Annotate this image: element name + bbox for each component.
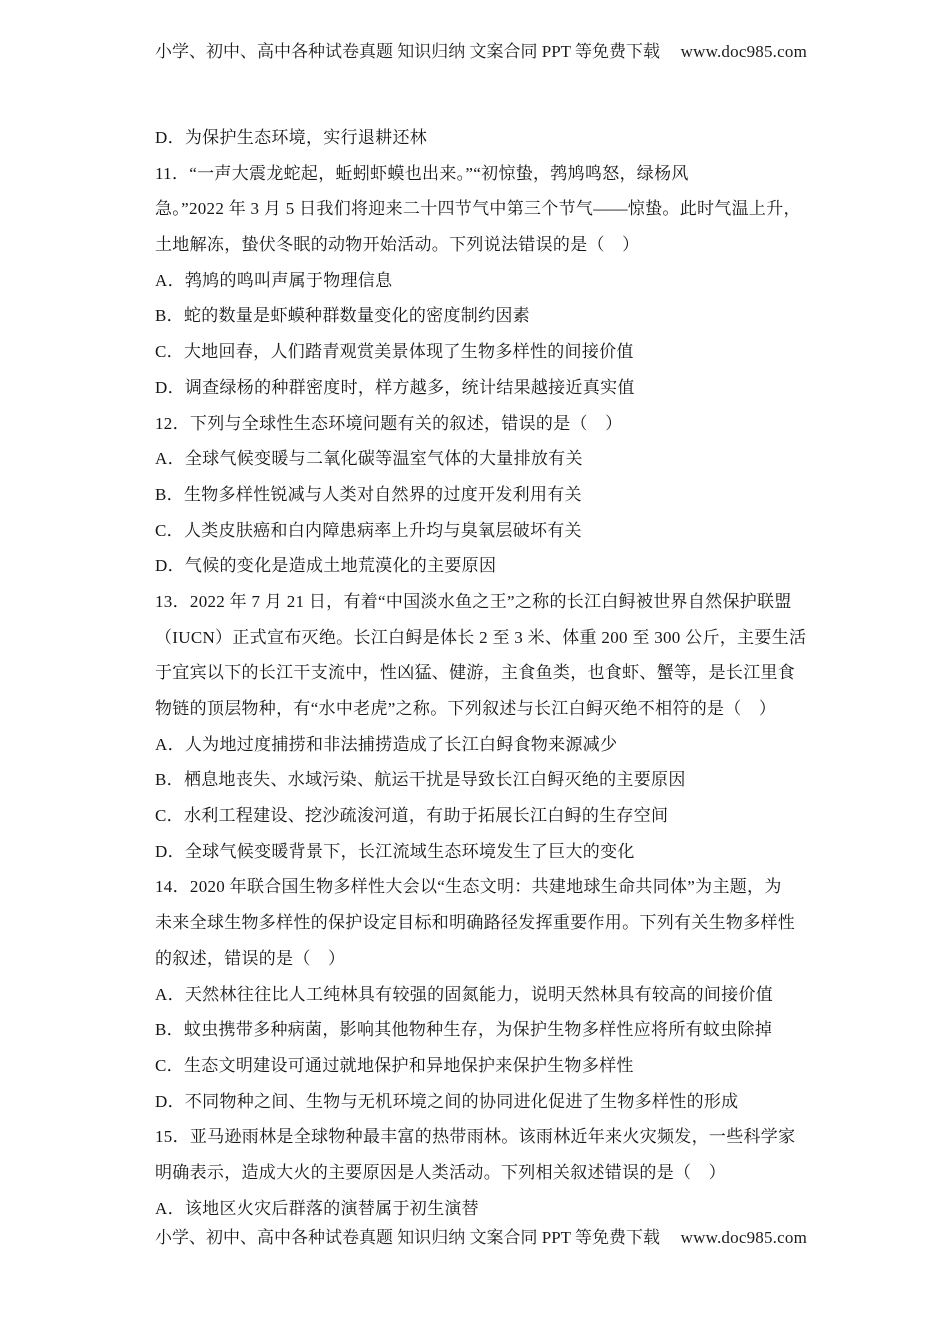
text-line: C．大地回春，人们踏青观赏美景体现了生物多样性的间接价值 — [155, 342, 634, 362]
text-line: 土地解冻，蛰伏冬眠的动物开始活动。下列说法错误的是（ ） — [155, 235, 640, 255]
text-line: C．生态文明建设可通过就地保护和异地保护来保护生物多样性 — [155, 1055, 634, 1075]
text-line: D．全球气候变暖背景下，长江流域生态环境发生了巨大的变化 — [155, 841, 635, 861]
text-line: B．蚊虫携带多种病菌，影响其他物种生存，为保护生物多样性应将所有蚊虫除掉 — [155, 1020, 773, 1040]
text-line: A．全球气候变暖与二氧化碳等温室气体的大量排放有关 — [155, 449, 583, 469]
text-line: A．该地区火灾后群落的演替属于初生演替 — [155, 1198, 479, 1218]
document-body — [155, 120, 815, 1226]
text-line: 11．“一声大震龙蛇起，蚯蚓虾蟆也出来。”“初惊蛰，鹁鸠鸣怒，绿杨风 — [155, 163, 689, 183]
text-line: （IUCN）正式宣布灭绝。长江白鲟是体长 2 至 3 米、体重 200 至 300 公斤，主要生活 — [155, 627, 807, 647]
text-line: 12．下列与全球性生态环境问题有关的叙述，错误的是（ ） — [155, 413, 623, 433]
text-line: 未来全球生物多样性的保护设定目标和明确路径发挥重要作用。下列有关生物多样性 — [155, 913, 796, 933]
text-line: A．鹁鸠的鸣叫声属于物理信息 — [155, 270, 393, 290]
text-line: 明确表示，造成大火的主要原因是人类活动。下列相关叙述错误的是（ ） — [155, 1162, 726, 1182]
text-line: A．天然林往往比人工纯林具有较强的固氮能力，说明天然林具有较高的间接价值 — [155, 984, 774, 1004]
text-line: D．调查绿杨的种群密度时，样方越多，统计结果越接近真实值 — [155, 377, 635, 397]
text-line: C．水利工程建设、挖沙疏浚河道，有助于拓展长江白鲟的生存空间 — [155, 806, 669, 826]
header-url-link[interactable]: www.doc985.com — [680, 42, 807, 61]
footer-url-link[interactable]: www.doc985.com — [680, 1228, 807, 1247]
text-line: D．不同物种之间、生物与无机环境之间的协同进化促进了生物多样性的形成 — [155, 1091, 739, 1111]
page-footer — [155, 1226, 807, 1250]
text-line: B．栖息地丧失、水域污染、航运干扰是导致长江白鲟灭绝的主要原因 — [155, 770, 686, 790]
text-line: 14．2020 年联合国生物多样性大会以“生态文明：共建地球生命共同体”为主题，为 — [155, 877, 782, 897]
text-line: A．人为地过度捕捞和非法捕捞造成了长江白鲟食物来源减少 — [155, 734, 618, 754]
text-line: C．人类皮肤癌和白内障患病率上升均与臭氧层破坏有关 — [155, 520, 582, 540]
text-line: 15．亚马逊雨林是全球物种最丰富的热带雨林。该雨林近年来火灾频发，一些科学家 — [155, 1127, 796, 1147]
text-line: B．生物多样性锐减与人类对自然界的过度开发利用有关 — [155, 484, 582, 504]
text-line: 物链的顶层物种，有“水中老虎”之称。下列叙述与长江白鲟灭绝不相符的是（ ） — [155, 699, 777, 718]
header-tagline: 小学、初中、高中各种试卷真题 知识归纳 文案合同 PPT 等免费下载 — [155, 42, 660, 61]
footer-tagline: 小学、初中、高中各种试卷真题 知识归纳 文案合同 PPT 等免费下载 — [155, 1228, 660, 1247]
text-line: 急。”2022 年 3 月 5 日我们将迎来二十四节气中第三个节气——惊蛰。此时气温上升， — [155, 199, 801, 219]
text-line: D．为保护生态环境，实行退耕还林 — [155, 128, 428, 147]
text-line: 的叙述，错误的是（ ） — [155, 948, 346, 968]
text-line: D．气候的变化是造成土地荒漠化的主要原因 — [155, 556, 497, 576]
text-line: 13．2022 年 7 月 21 日，有着“中国淡水鱼之王”之称的长江白鲟被世界自然保护联盟 — [155, 591, 792, 611]
page-header — [155, 40, 807, 64]
text-line: 于宜宾以下的长江干支流中，性凶猛、健游，主食鱼类，也食虾、蟹等，是长江里食 — [155, 663, 796, 683]
text-line: B．蛇的数量是虾蟆种群数量变化的密度制约因素 — [155, 306, 530, 326]
